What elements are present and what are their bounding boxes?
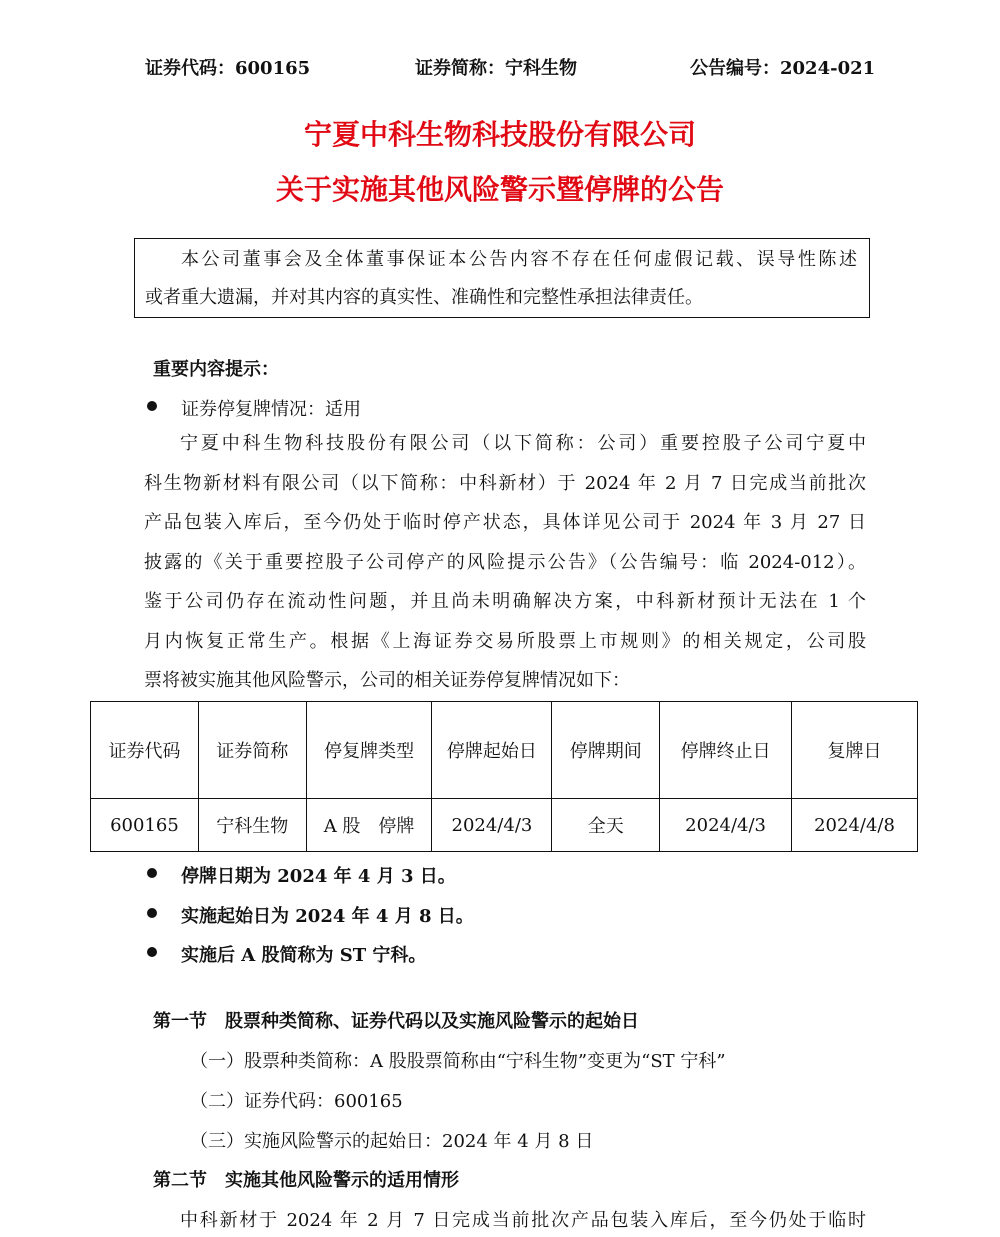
section2-heading: 第二节 实施其他风险警示的适用情形 [153,1170,459,1191]
table-header-cell: 停牌起始日 [432,702,552,799]
bullet-icon [147,947,157,957]
paragraph-line: 宁夏中科生物科技股份有限公司（以下简称：公司）重要控股子公司宁夏中 [180,433,866,454]
paragraph-line: 产品包装入库后，至今仍处于临时停产状态，具体详见公司于 2024 年 3 月 27 日 [144,512,866,533]
paragraph-line: 科生物新材料有限公司（以下简称：中科新材）于 2024 年 2 月 7 日完成当前批次 [144,472,866,494]
company-title: 宁夏中科生物科技股份有限公司 [303,118,696,151]
bullet-suspension-date: 停牌日期为 2024 年 4 月 3 日。 [181,866,456,887]
section2-first-line: 中科新材于 2024 年 2 月 7 日完成当前批次产品包装入库后，至今仍处于临时 [180,1210,866,1231]
security-code: 证券代码：600165 [145,58,311,79]
table-cell: 2024/4/3 [432,799,552,852]
paragraph-line: 披露的《关于重要控股子公司停产的风险提示公告》（公告编号：临 2024-012）。 [144,551,866,573]
table-header-cell: 停牌期间 [552,702,660,799]
paragraph-line: 鉴于公司仍存在流动性问题，并且尚未明确解决方案，中科新材预计无法在 1 个 [144,591,866,612]
table-header-cell: 停复牌类型 [306,702,432,799]
section1-item-abbreviation: （一）股票种类简称：A 股股票简称由“宁科生物”变更为“ST 宁科” [190,1051,726,1072]
document-header [0,54,1000,82]
security-abbreviation: 证券简称：宁科生物 [415,58,577,79]
board-declaration-box [134,238,870,318]
declaration-line-1: 本公司董事会及全体董事保证本公告内容不存在任何虚假记载、误导性陈述 [181,249,857,270]
paragraph-line: 票将被实施其他风险警示，公司的相关证券停复牌情况如下： [144,670,630,691]
paragraph-line: 月内恢复正常生产。根据《上海证券交易所股票上市规则》的相关规定，公司股 [144,630,866,652]
bullet-start-date: 实施起始日为 2024 年 4 月 8 日。 [181,906,474,927]
announcement-title: 关于实施其他风险警示暨停牌的公告 [275,173,724,206]
table-cell: 2024/4/8 [792,799,918,852]
table-cell: 600165 [91,799,199,852]
table-header-cell: 复牌日 [792,702,918,799]
bullet-icon [147,401,157,411]
table-header-row [91,702,918,799]
bullet-suspension-status: 证券停复牌情况：适用 [181,399,361,420]
suspension-table [90,701,918,852]
table-cell: 宁科生物 [198,799,306,852]
table-header-cell: 证券代码 [91,702,199,799]
section1-item-start-date: （三）实施风险警示的起始日：2024 年 4 月 8 日 [190,1131,594,1152]
section1-item-code: （二）证券代码：600165 [190,1091,403,1112]
section1-heading: 第一节 股票种类简称、证券代码以及实施风险警示的起始日 [153,1011,639,1032]
bullet-new-abbreviation: 实施后 A 股简称为 ST 宁科。 [181,945,427,966]
table-header-cell: 停牌终止日 [660,702,792,799]
key-tips-paragraph [144,424,866,701]
table-row [91,799,918,852]
declaration-line-2: 或者重大遗漏，并对其内容的真实性、准确性和完整性承担法律责任。 [145,287,703,308]
announcement-number: 公告编号：2024-021 [690,58,876,79]
table-cell: A 股 停牌 [306,799,432,852]
table-cell: 全天 [552,799,660,852]
table-cell: 2024/4/3 [660,799,792,852]
bullet-icon [147,868,157,878]
bullet-icon [147,908,157,918]
table-header-cell: 证券简称 [198,702,306,799]
key-tips-heading: 重要内容提示： [153,359,279,380]
